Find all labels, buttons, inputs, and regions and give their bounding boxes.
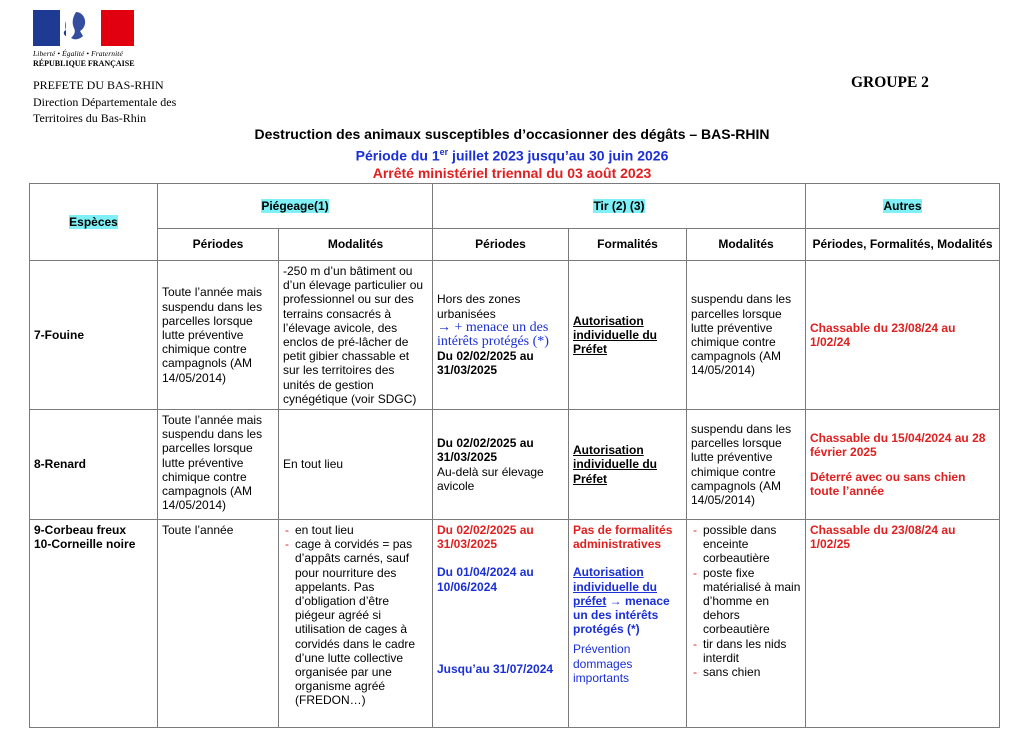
list-item: - en tout lieu — [283, 523, 428, 537]
trap-period: Toute l’année — [158, 520, 279, 728]
administration-block — [33, 77, 176, 127]
motto: Liberté • Égalité • Fraternité — [33, 49, 123, 58]
marianne-profile-icon — [52, 10, 100, 46]
subheader-modalities: Modalités — [279, 229, 433, 261]
header-shooting: Tir (2) (3) — [433, 184, 806, 229]
trap-modality: -250 m d’un bâtiment ou d’un élevage particulier ou professionnel ou sur des terrains consacrés à l’élevage avicole, des enclos de pré-lâcher de petit gibier chassable et sur les territoires des unités de gestion cynégétique (voir SDGC) — [279, 261, 433, 410]
table-row — [30, 410, 1000, 520]
list-item: - poste fixe matérialisé à main d’homme en dehors corbeautière — [691, 566, 801, 637]
subheader-formalities: Formalités — [569, 229, 687, 261]
species-renard: 8-Renard — [30, 410, 158, 520]
trap-period: Toute l’année mais suspendu dans les parcelles lorsque lutte préventive chimique contre campagnols (AM 14/05/2014) — [158, 410, 279, 520]
direction-name-1: Direction Départementale des — [33, 94, 177, 109]
shoot-period: Hors des zones urbanisées → + menace un des intérêts protégés (*) Du 02/02/2025 au 31/03/2025 — [433, 261, 569, 410]
marianne-logo — [33, 10, 134, 68]
french-flag-icon — [33, 10, 134, 46]
header-others: Autres — [806, 184, 1000, 229]
header-species: Espèces — [30, 184, 158, 261]
trap-period: Toute l’année mais suspendu dans les parcelles lorsque lutte préventive chimique contre campagnols (AM 14/05/2014) — [158, 261, 279, 410]
shoot-formality: Autorisation individuelle du Préfet — [569, 261, 687, 410]
direction-name-2: Territoires du Bas-Rhin — [33, 111, 147, 125]
shoot-modality — [687, 520, 806, 728]
subheader-periods: Périodes — [158, 229, 279, 261]
other-info: Chassable du 23/08/24 au 1/02/24 — [806, 261, 1000, 410]
other-info: Chassable du 15/04/2024 au 28 février 2025 Déterré avec ou sans chien toute l’année — [806, 410, 1000, 520]
species-table — [29, 183, 1000, 728]
header-trapping: Piégeage(1) — [158, 184, 433, 229]
group-label: GROUPE 2 — [851, 74, 929, 91]
document-title-block — [0, 126, 1024, 182]
species-corvids: 9-Corbeau freux 10-Corneille noire — [30, 520, 158, 728]
subheader-others: Périodes, Formalités, Modalités — [806, 229, 1000, 261]
shoot-period: Du 02/02/2025 au 31/03/2025 Au-delà sur élevage avicole — [433, 410, 569, 520]
prefecture-name: PREFETE DU BAS-RHIN — [33, 78, 164, 92]
table-row — [30, 520, 1000, 728]
shoot-modality: suspendu dans les parcelles lorsque lutte préventive chimique contre campagnols (AM 14/05/2014) — [687, 261, 806, 410]
shoot-formality: Autorisation individuelle du Préfet — [569, 410, 687, 520]
period-title: Période du 1er juillet 2023 jusqu’au 30 juin 2026 — [355, 146, 669, 164]
other-info: Chassable du 23/08/24 au 1/02/25 — [806, 520, 1000, 728]
subheader-modalities-shooting: Modalités — [687, 229, 806, 261]
shoot-formality: Pas de formalités administratives Autorisation individuelle du préfet → menace un des intérêts protégés (*) Prévention dommages importants — [569, 520, 687, 728]
list-item: - cage à corvidés = pas d’appâts carnés, sauf pour nourriture des appelants. Pas d’obligation d’être piégeur agréé si utilisation de cages à corvidés dans le cadre d’une lutte collective organisée par une organisme agréé (FREDON…) — [283, 537, 428, 707]
list-item: - sans chien — [691, 665, 801, 679]
species-fouine: 7-Fouine — [30, 261, 158, 410]
shoot-modality: suspendu dans les parcelles lorsque lutte préventive chimique contre campagnols (AM 14/05/2014) — [687, 410, 806, 520]
list-item: - possible dans enceinte corbeautière — [691, 523, 801, 566]
decree-title: Arrêté ministériel triennal du 03 août 2023 — [372, 164, 652, 181]
trap-modality: En tout lieu — [279, 410, 433, 520]
main-title: Destruction des animaux susceptibles d’occasionner des dégâts – BAS-RHIN — [254, 126, 770, 142]
subheader-periods-shooting: Périodes — [433, 229, 569, 261]
table-row — [30, 261, 1000, 410]
list-item: - tir dans les nids interdit — [691, 637, 801, 665]
republic-label: RÉPUBLIQUE FRANÇAISE — [33, 59, 135, 68]
trap-modality — [279, 520, 433, 728]
shoot-period: Du 02/02/2025 au 31/03/2025 Du 01/04/2024 au 10/06/2024 Jusqu’au 31/07/2024 — [433, 520, 569, 728]
